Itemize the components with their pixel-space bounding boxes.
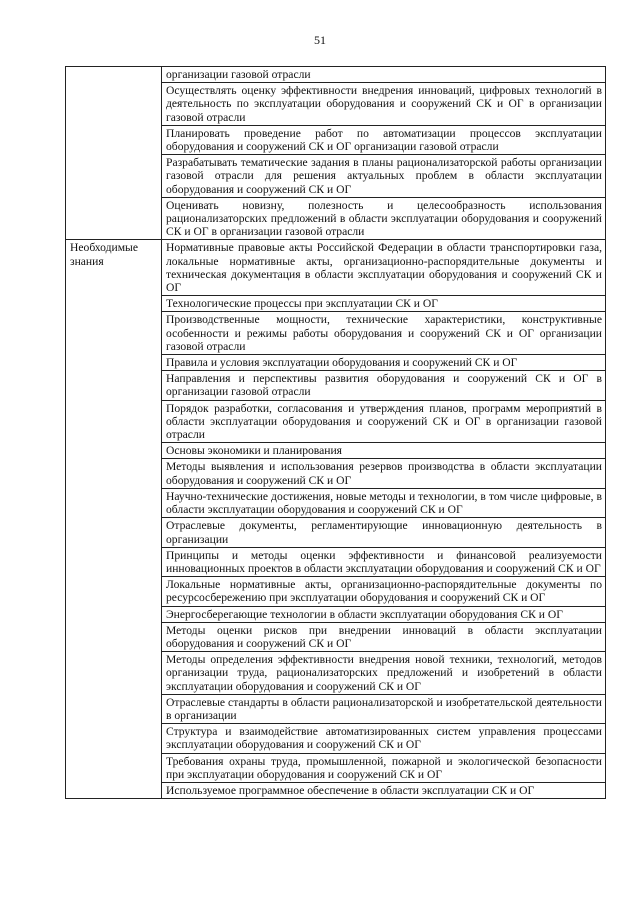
requirements-table — [65, 66, 606, 799]
table-cell: Планировать проведение работ по автоматизации процессов эксплуатации оборудования и сооружений СК и ОГ организации газовой отрасли — [162, 125, 606, 154]
table-cell: Научно-технические достижения, новые методы и технологии, в том числе цифровые, в области эксплуатации оборудования и сооружений СК и ОГ — [162, 488, 606, 517]
table-cell: Правила и условия эксплуатации оборудования и сооружений СК и ОГ — [162, 355, 606, 371]
table-cell: Отраслевые стандарты в области рационализаторской и изобретательской деятельности в организации — [162, 694, 606, 723]
table-cell: Основы экономики и планирования — [162, 443, 606, 459]
table-cell: Требования охраны труда, промышленной, пожарной и экологической безопасности при эксплуатации оборудования и сооружений СК и ОГ — [162, 753, 606, 782]
section2-label: Необходимые знания — [66, 240, 162, 799]
table-cell: Технологические процессы при эксплуатации СК и ОГ — [162, 296, 606, 312]
section1-label — [66, 67, 162, 240]
table-cell: Используемое программное обеспечение в области эксплуатации СК и ОГ — [162, 782, 606, 798]
table-body — [66, 67, 606, 799]
table-cell: Методы определения эффективности внедрения новой техники, технологий, методов организации труда, рационализаторских предложений и изобретений в области эксплуатации оборудования и сооружений СК и ОГ — [162, 652, 606, 695]
table-cell: Производственные мощности, технические характеристики, конструктивные особенности и режимы работы оборудования и сооружений СК и ОГ организации газовой отрасли — [162, 312, 606, 355]
table-cell: Структура и взаимодействие автоматизированных систем управления процессами эксплуатации оборудования и сооружений СК и ОГ — [162, 724, 606, 753]
table-cell: Отраслевые документы, регламентирующие инновационную деятельность в организации — [162, 518, 606, 547]
table-cell: Оценивать новизну, полезность и целесообразность использования рационализаторских предложений в области эксплуатации оборудования и сооружений СК и ОГ в организации газовой отрасли — [162, 197, 606, 240]
table-cell: Методы выявления и использования резервов производства в области эксплуатации оборудования и сооружений СК и ОГ — [162, 459, 606, 488]
table-cell: Разрабатывать тематические задания в планы рационализаторской работы организации газовой отрасли для решения актуальных проблем в области эксплуатации оборудования и сооружений СК и ОГ — [162, 155, 606, 198]
table-cell: Нормативные правовые акты Российской Федерации в области транспортировки газа, локальные нормативные акты, организационно-распорядительные документы и техническая документация в области эксплуатации оборудования и сооружений СК и ОГ — [162, 240, 606, 296]
table-cell: организации газовой отрасли — [162, 67, 606, 83]
table-cell: Порядок разработки, согласования и утверждения планов, программ мероприятий в области эксплуатации оборудования и сооружений СК и ОГ в организации газовой отрасли — [162, 400, 606, 443]
table-cell: Осуществлять оценку эффективности внедрения инноваций, цифровых технологий в деятельность по эксплуатации оборудования и сооружений СК и ОГ в организации газовой отрасли — [162, 83, 606, 126]
table-cell: Методы оценки рисков при внедрении инноваций в области эксплуатации оборудования и сооружений СК и ОГ — [162, 622, 606, 651]
table-cell: Энергосберегающие технологии в области эксплуатации оборудования СК и ОГ — [162, 606, 606, 622]
table-row — [66, 67, 606, 83]
page-number: 51 — [314, 33, 326, 47]
table-cell: Локальные нормативные акты, организационно-распорядительные документы по ресурсосбережению при эксплуатации оборудования и сооружений СК и ОГ — [162, 577, 606, 606]
table-cell: Направления и перспективы развития оборудования и сооружений СК и ОГ в организации газовой отрасли — [162, 371, 606, 400]
table-row — [66, 240, 606, 296]
table-cell: Принципы и методы оценки эффективности и финансовой реализуемости инновационных проектов в области эксплуатации оборудования и сооружений СК и ОГ — [162, 547, 606, 576]
